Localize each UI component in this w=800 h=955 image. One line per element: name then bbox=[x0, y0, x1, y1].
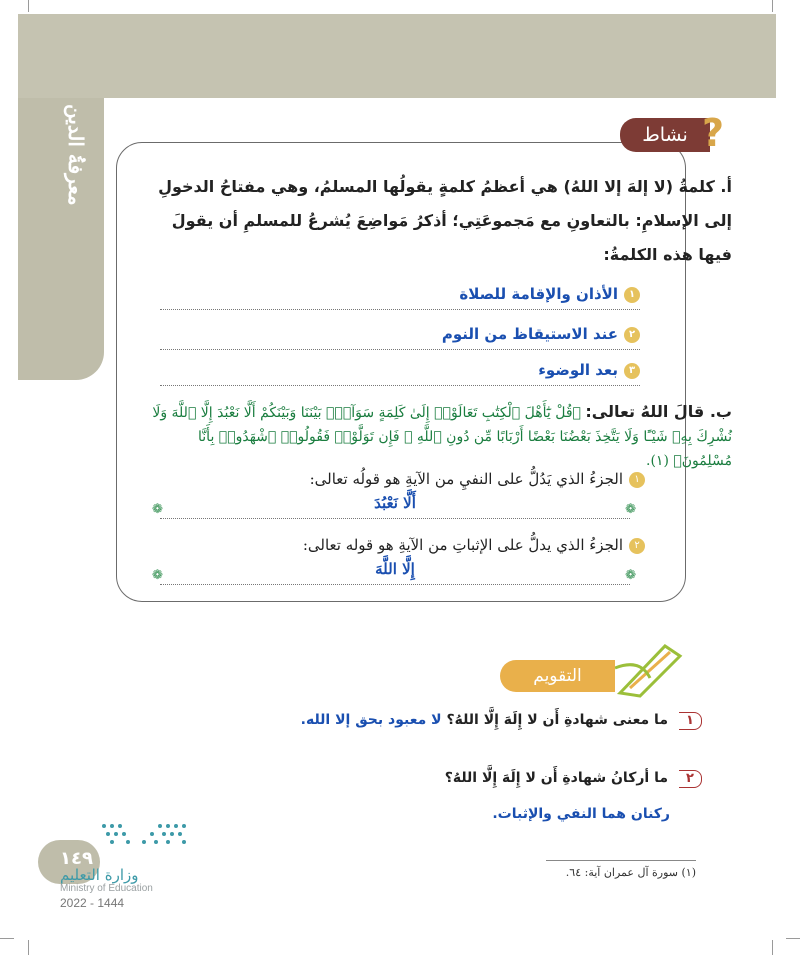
page-number: ١٤٩ bbox=[60, 848, 93, 869]
ornament-icon: ❁ bbox=[625, 502, 636, 517]
crop-mark bbox=[772, 940, 773, 955]
section-title: معرفةُ الدين bbox=[64, 104, 88, 206]
crop-mark bbox=[28, 940, 29, 955]
crop-mark bbox=[0, 938, 14, 939]
ministry-name-ar: وزارة التعليم bbox=[60, 866, 139, 884]
crop-mark bbox=[786, 938, 800, 939]
answer-line-3[interactable] bbox=[160, 363, 640, 386]
footnote: (١) سورة آل عمران آية: ٦٤. bbox=[565, 866, 696, 879]
bracket-answer-1[interactable]: ❁ ❁ أَلَّا نَعْبُدَ bbox=[152, 494, 636, 517]
verse-text: ﴿قُلْ يَٰٓأَهْلَ ٱلْكِتَٰبِ تَعَالَوْا۟ إِلَىٰ كَلِمَةٍ سَوَآءٍۭ بَيْنَنَا وَبَيْنَكُمْ أَلَّا نَعْبُدَ إِلَّا ٱللَّهَ وَلَا نُشْرِكَ بِهِۦ شَيْـًٔا وَلَا يَتَّخِذَ بَعْضُنَا بَعْضًا أَرْبَابًا مِّن دُونِ ٱللَّهِ ۚ فَإِن تَوَلَّوْا۟ فَقُولُوا۟ ٱشْهَدُوا۟ بِأَنَّا مُسْلِمُونَ﴾ (١). bbox=[152, 405, 732, 469]
header-band bbox=[18, 14, 776, 98]
ornament-icon: ❁ bbox=[152, 502, 163, 517]
answer-text: ١الأذان والإقامة للصلاة bbox=[455, 285, 640, 303]
answer-line-1[interactable] bbox=[160, 287, 640, 310]
sub-question-1: ١الجزءُ الذي يَدُلُّ على النفيِ من الآيةِ هو قولُه تعالى: bbox=[140, 470, 645, 488]
activity-tag: نشاط bbox=[620, 118, 710, 152]
verse-label: ب. قالَ اللهُ تعالى: bbox=[585, 402, 732, 421]
ministry-name-en: Ministry of Education bbox=[60, 883, 153, 894]
edition-year: 2022 - 1444 bbox=[60, 896, 125, 910]
footnote-divider bbox=[546, 860, 696, 861]
question-mark-icon: ? bbox=[702, 111, 725, 155]
pen-icon bbox=[610, 638, 690, 698]
activity-intro: أ. كلمةُ (لا إلهَ إلا اللهُ) هي أعظمُ كلمةٍ يقولُها المسلمُ، وهي مفتاحُ الدخولِ إلى الإسلامِ: بالتعاونِ مع مَجموعَتِي؛ أذكرُ مَواضِعَ يُشرعُ للمسلمِ أن يقولَ فيها هذه الكلمةُ: bbox=[158, 177, 732, 264]
ornament-icon: ❁ bbox=[152, 568, 163, 583]
eval-question-2: ٢ ما أركانُ شهادةِ أَن لا إِلَهَ إِلَّا اللهُ؟ bbox=[280, 770, 700, 786]
eval-question-1: ١ ما معنى شهادةِ أَن لا إِلَهَ إِلَّا اللهُ؟ لا معبود بحق إلا الله. bbox=[280, 712, 700, 728]
answer-line-2[interactable] bbox=[160, 327, 640, 350]
answer-text: ٣بعد الوضوء bbox=[534, 361, 640, 379]
ornament-icon: ❁ bbox=[625, 568, 636, 583]
sub-question-2: ٢الجزءُ الذي يدلُّ على الإثباتِ من الآيةِ هو قوله تعالى: bbox=[140, 536, 645, 554]
answer-text: لا معبود بحق إلا الله. bbox=[300, 712, 442, 728]
ministry-logo-icon bbox=[98, 820, 194, 856]
crop-mark bbox=[28, 0, 29, 12]
crop-mark bbox=[772, 0, 773, 12]
eval-answer-2: ركنان هما النفي والإثبات. bbox=[492, 806, 670, 822]
bracket-answer-2[interactable]: ❁ ❁ إِلَّا اللَّهَ bbox=[152, 560, 636, 583]
evaluation-tag: التقويم bbox=[500, 660, 615, 692]
verse-block bbox=[140, 400, 732, 473]
answer-text: ٢عند الاستيقاظ من النوم bbox=[438, 325, 640, 343]
